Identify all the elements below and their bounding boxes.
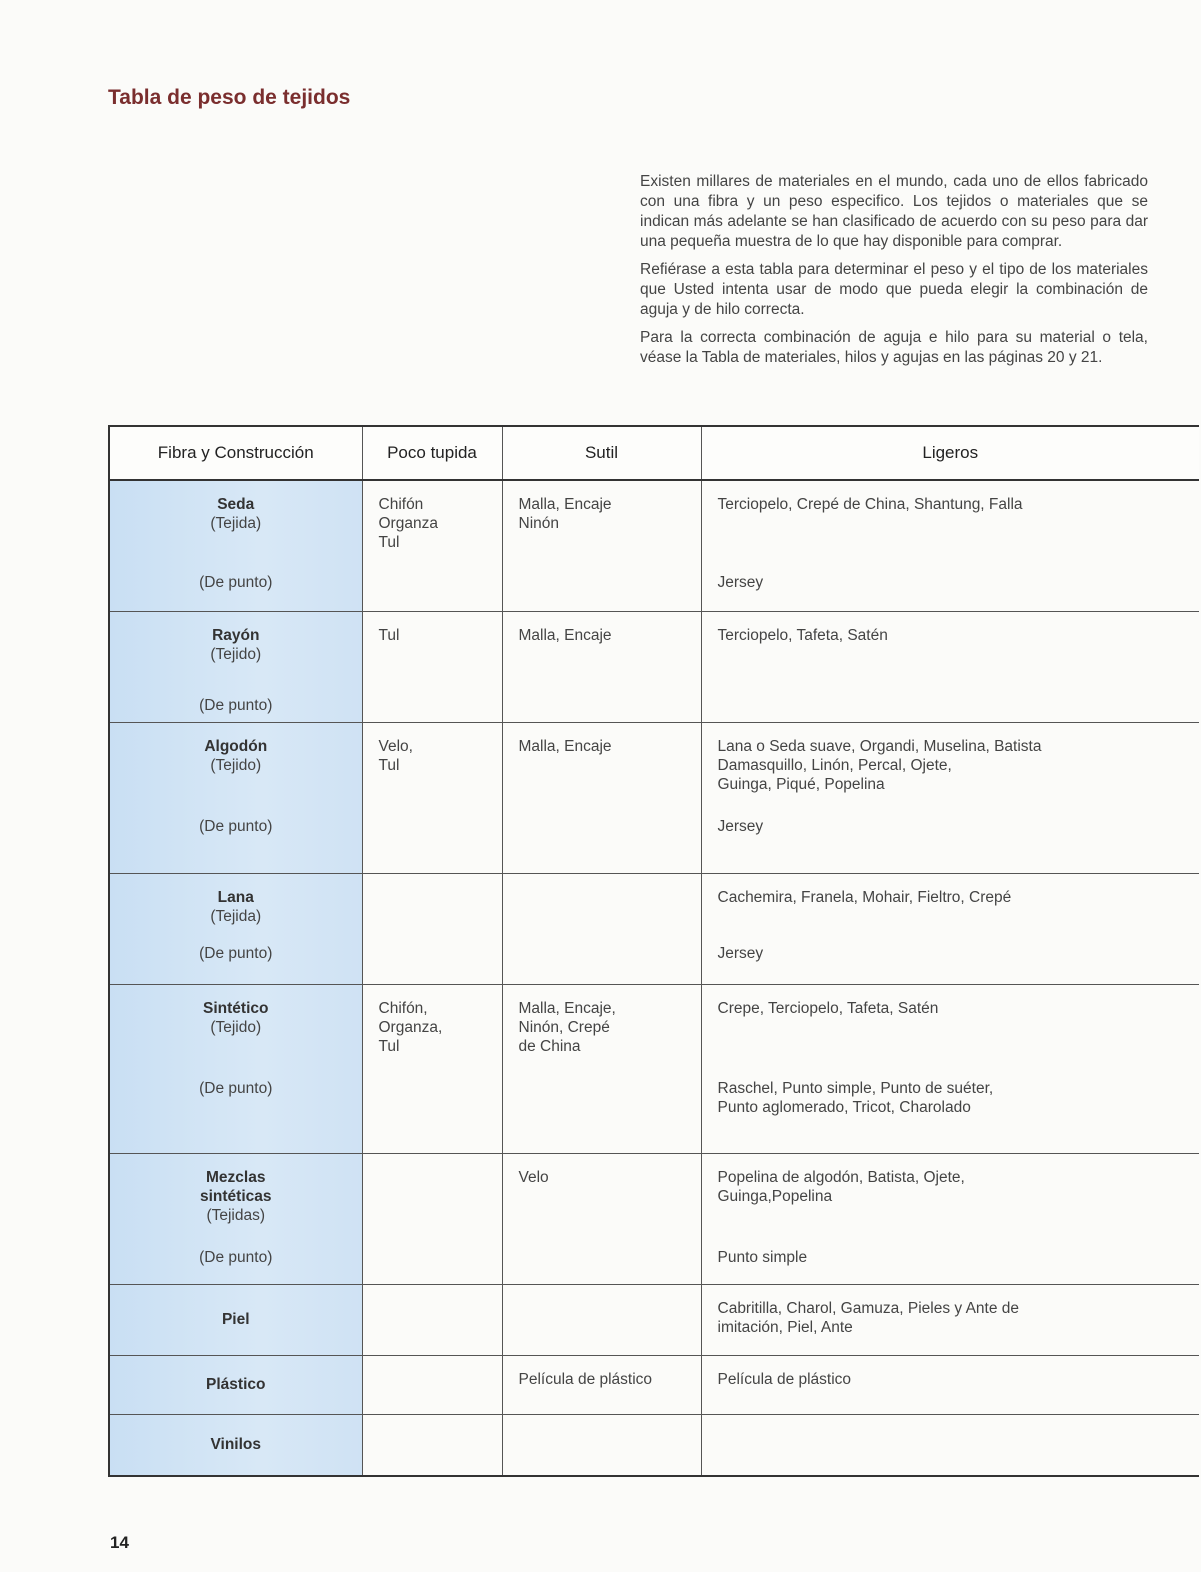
poco-tupida-value: Tul: [378, 534, 400, 551]
poco-tupida-value: Tul: [378, 627, 400, 644]
ligeros-value: Cabritilla, Charol, Gamuza, Pieles y Ante de: [717, 1300, 1020, 1317]
fiber-knit: (De punto): [199, 1080, 273, 1097]
fiber-name: sintéticas: [199, 1188, 272, 1205]
sutil-value: Malla, Encaje: [518, 496, 612, 513]
poco-tupida-cell: [362, 612, 502, 723]
fiber-woven: (Tejido): [210, 757, 262, 774]
fiber-woven: (Tejido): [210, 646, 262, 663]
poco-tupida-cell: [362, 1415, 502, 1477]
ligeros-value: Guinga,Popelina: [717, 1188, 833, 1205]
fiber-knit: (De punto): [199, 1249, 273, 1266]
header-ligeros: Ligeros: [701, 426, 1199, 480]
fiber-cell: [109, 480, 362, 612]
sutil-cell: [502, 985, 701, 1154]
ligeros-knit-value: Punto aglomerado, Tricot, Charolado: [717, 1099, 971, 1116]
ligeros-value: Terciopelo, Crepé de China, Shantung, Falla: [717, 496, 1023, 513]
ligeros-value: Lana o Seda suave, Organdi, Muselina, Batista: [717, 738, 1042, 755]
table-header-row: [109, 426, 1199, 480]
fiber-woven: (Tejido): [210, 1019, 262, 1036]
sutil-value: de China: [518, 1038, 581, 1055]
ligeros-value: Popelina de algodón, Batista, Ojete,: [717, 1169, 965, 1186]
header-poco-tupida: Poco tupida: [362, 426, 502, 480]
fiber-cell: [109, 1415, 362, 1477]
intro-paragraph: Existen millares de materiales en el mundo, cada uno de ellos fabricado con una fibra y un peso especifico. Los tejidos o materiales que se indican más adelante se han clasificado de acuerdo con su peso para dar una pequeña muestra de lo que hay disponible para comprar.: [640, 173, 1148, 250]
fiber-cell: [109, 874, 362, 985]
table-row: [109, 723, 1199, 874]
fiber-name: Mezclas: [206, 1169, 266, 1186]
ligeros-cell: [701, 1356, 1199, 1415]
fiber-knit: (De punto): [199, 818, 273, 835]
sutil-value: Velo: [518, 1169, 549, 1186]
fiber-name: Sintético: [203, 1000, 269, 1017]
ligeros-value: Cachemira, Franela, Mohair, Fieltro, Crepé: [717, 889, 1012, 906]
poco-tupida-value: Chifón: [378, 496, 424, 513]
fiber-cell: [109, 985, 362, 1154]
header-fiber: Fibra y Construcción: [109, 426, 362, 480]
fiber-name: Rayón: [212, 627, 260, 644]
ligeros-cell: [701, 723, 1199, 874]
fiber-cell: [109, 1285, 362, 1356]
ligeros-cell: [701, 985, 1199, 1154]
ligeros-knit-value: Jersey: [717, 945, 764, 962]
fiber-woven: (Tejida): [210, 515, 262, 532]
poco-tupida-cell: [362, 1154, 502, 1285]
ligeros-cell: [701, 1285, 1199, 1356]
ligeros-knit-value: Jersey: [717, 574, 764, 591]
fiber-name: Plástico: [206, 1376, 266, 1393]
poco-tupida-cell: [362, 985, 502, 1154]
fiber-name: Lana: [217, 889, 254, 906]
fiber-cell: [109, 723, 362, 874]
header-sutil: Sutil: [502, 426, 701, 480]
fiber-name: Vinilos: [210, 1436, 262, 1453]
ligeros-knit-value: Jersey: [717, 818, 764, 835]
intro-text: [640, 172, 1148, 376]
sutil-cell: [502, 1154, 701, 1285]
poco-tupida-value: Chifón,: [378, 1000, 428, 1017]
poco-tupida-value: Velo,: [378, 738, 413, 755]
sutil-cell: [502, 1285, 701, 1356]
ligeros-value: Guinga, Piqué, Popelina: [717, 776, 885, 793]
fabric-weight-table: [108, 425, 1198, 1477]
fiber-name: Algodón: [204, 738, 268, 755]
poco-tupida-cell: [362, 1356, 502, 1415]
table-row: [109, 480, 1199, 612]
fiber-cell: [109, 1356, 362, 1415]
sutil-cell: [502, 612, 701, 723]
fiber-cell: [109, 1154, 362, 1285]
poco-tupida-value: Tul: [378, 757, 400, 774]
table-row: [109, 1285, 1199, 1356]
sutil-value: Malla, Encaje: [518, 627, 612, 644]
ligeros-cell: [701, 1415, 1199, 1477]
sutil-cell: [502, 1356, 701, 1415]
ligeros-value: Crepe, Terciopelo, Tafeta, Satén: [717, 1000, 939, 1017]
fiber-cell: [109, 612, 362, 723]
intro-paragraph: Para la correcta combinación de aguja e hilo para su material o tela, véase la Tabla de materiales, hilos y agujas en las páginas 20 y 21.: [640, 329, 1148, 366]
ligeros-knit-value: Punto simple: [717, 1249, 808, 1266]
sutil-value: Malla, Encaje,: [518, 1000, 616, 1017]
ligeros-value: Película de plástico: [717, 1371, 852, 1388]
sutil-cell: [502, 874, 701, 985]
intro-paragraph: Refiérase a esta tabla para determinar el peso y el tipo de los materiales que Usted intenta usar de modo que pueda elegir la combinación de aguja y de hilo correcta.: [640, 261, 1148, 318]
sutil-cell: [502, 480, 701, 612]
fiber-woven: (Tejida): [210, 908, 262, 925]
poco-tupida-cell: [362, 874, 502, 985]
sutil-value: Ninón: [518, 515, 559, 532]
poco-tupida-value: Tul: [378, 1038, 400, 1055]
table-row: [109, 1356, 1199, 1415]
table-row: [109, 874, 1199, 985]
ligeros-cell: [701, 874, 1199, 985]
poco-tupida-value: Organza,: [378, 1019, 443, 1036]
table-row: [109, 1415, 1199, 1477]
ligeros-knit-value: Raschel, Punto simple, Punto de suéter,: [717, 1080, 994, 1097]
sutil-cell: [502, 1415, 701, 1477]
fiber-knit: (De punto): [199, 574, 273, 591]
poco-tupida-cell: [362, 1285, 502, 1356]
poco-tupida-cell: [362, 480, 502, 612]
sutil-value: Película de plástico: [518, 1371, 653, 1388]
ligeros-value: imitación, Piel, Ante: [717, 1319, 853, 1336]
fiber-name: Piel: [221, 1311, 250, 1328]
fiber-woven: (Tejidas): [206, 1207, 266, 1224]
table-row: [109, 985, 1199, 1154]
sutil-cell: [502, 723, 701, 874]
fiber-knit: (De punto): [199, 945, 273, 962]
ligeros-value: Damasquillo, Linón, Percal, Ojete,: [717, 757, 952, 774]
table-row: [109, 612, 1199, 723]
ligeros-cell: [701, 480, 1199, 612]
poco-tupida-cell: [362, 723, 502, 874]
ligeros-cell: [701, 612, 1199, 723]
fiber-knit: (De punto): [199, 697, 273, 714]
sutil-value: Malla, Encaje: [518, 738, 612, 755]
page-number: 14: [110, 1533, 129, 1552]
table-row: [109, 1154, 1199, 1285]
ligeros-value: Terciopelo, Tafeta, Satén: [717, 627, 888, 644]
page-title: Tabla de peso de tejidos: [108, 86, 351, 109]
poco-tupida-value: Organza: [378, 515, 438, 532]
sutil-value: Ninón, Crepé: [518, 1019, 610, 1036]
fiber-name: Seda: [217, 496, 255, 513]
ligeros-cell: [701, 1154, 1199, 1285]
